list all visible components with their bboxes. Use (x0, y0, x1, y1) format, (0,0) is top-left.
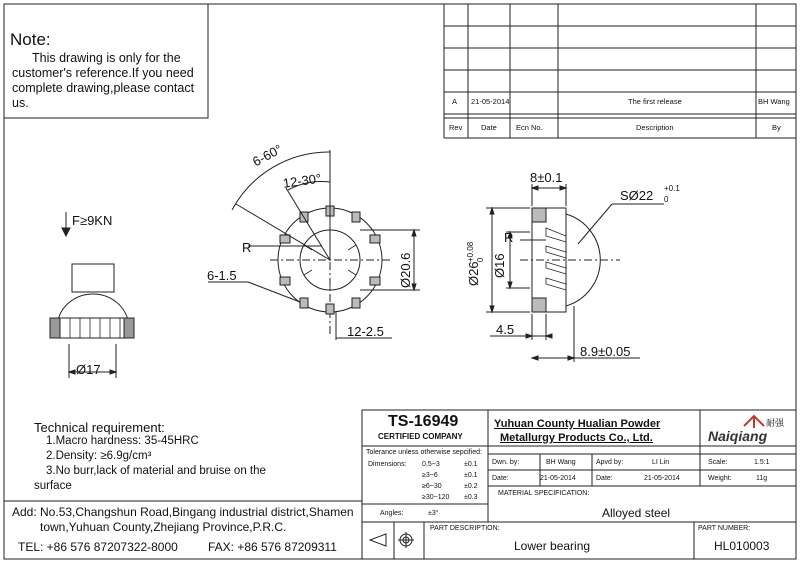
cert-title: TS-16949 (388, 413, 459, 430)
part-no-label: PART NUMBER: (698, 525, 751, 532)
part-desc-label: PART DESCRIPTION: (430, 525, 500, 532)
angles-label: Angles: (380, 510, 404, 517)
dim-d26: Ø26 (466, 261, 481, 286)
scale-label: Scale: (708, 459, 728, 466)
rev-header-description: Description (636, 123, 674, 132)
apvd-by-value: LI Lin (652, 459, 670, 466)
tel: TEL: +86 576 87207322-8000 (18, 540, 178, 554)
tol-range-1: 0.5~3 (422, 461, 440, 468)
side-view (50, 212, 134, 378)
dim-sphere-tol-low: 0 (664, 195, 669, 204)
rev-date-cell: 21-05-2014 (471, 97, 510, 106)
weight-label: Weight: (708, 475, 732, 482)
tolerance-header: Tolerance unless otherwise sepcified: (366, 449, 482, 456)
rev-cell: A (452, 97, 458, 106)
rev-header-ecn: Ecn No. (516, 123, 543, 132)
dim-slots-12: 12-2.5 (347, 324, 384, 339)
tech-req-tail: surface (34, 480, 72, 492)
dim-slots-6: 6-1.5 (207, 268, 237, 283)
tech-req-item-3: 3.No burr,lack of material and bruise on the (46, 465, 266, 477)
tol-range-3: ≥6~30 (422, 483, 442, 490)
fax: FAX: +86 576 87209311 (208, 540, 337, 554)
dimensions-label: Dimensions: (368, 461, 407, 468)
tech-req-item-1: 1.Macro hardness: 35-45HRC (46, 435, 199, 447)
dim-d17: Ø17 (76, 362, 101, 377)
rev-header-by: By (772, 123, 781, 132)
revision-table-grid (444, 4, 796, 138)
date2-label: Date: (596, 475, 613, 482)
dim-d16: Ø16 (492, 253, 507, 278)
dim-d20-6: Ø20.6 (398, 252, 413, 288)
logo-mark (744, 416, 764, 428)
material-value: Alloyed steel (602, 506, 671, 520)
rev-by-cell: BH Wang (758, 97, 790, 106)
tech-req-title: Technical requirement: (34, 420, 165, 435)
tol-value-2: ±0.1 (464, 472, 478, 479)
dim-r-section: R (504, 230, 514, 245)
weight-value: 11g (756, 475, 768, 482)
dwn-by-value: BH Wang (546, 459, 576, 466)
company-line-1: Yuhuan County Hualian Powder (494, 418, 661, 430)
material-label: MATERIAL SPECIFICATION: (498, 490, 590, 497)
apvd-by-label: Apvd by: (596, 459, 624, 466)
note-title: Note: (10, 30, 51, 49)
address-line-1: Add: No.53,Changshun Road,Bingang industrial district,Shamen (12, 505, 354, 519)
date-value: 21-05-2014 (540, 475, 576, 482)
address-line-2: town,Yuhuan County,Zhejiang Province,P.R.C. (40, 520, 287, 534)
dim-width-8: 8±0.1 (530, 170, 563, 185)
note-body: This drawing is only for the customer's reference.If you need complete drawing,please contact us. (12, 51, 195, 110)
angles-value: ±3° (428, 510, 439, 517)
tol-value-1: ±0.1 (464, 461, 478, 468)
dim-d26-tol-low: 0 (476, 257, 485, 262)
tol-value-3: ±0.2 (464, 483, 478, 490)
dim-4-5: 4.5 (496, 322, 515, 337)
rev-header-rev: Rev (449, 123, 463, 132)
rev-header-date: Date (481, 123, 497, 132)
projection-symbol (370, 532, 414, 548)
dim-8-9: 8.9±0.05 (580, 344, 631, 359)
dim-angle-30: 12-30° (282, 170, 323, 191)
dim-angle-60: 6-60° (250, 141, 285, 170)
dwn-by-label: Dwn. by: (492, 459, 520, 466)
dim-d26-tol-up: +0.08 (466, 241, 475, 262)
dim-sphere: SØ22 (620, 188, 654, 203)
scale-value: 1.5:1 (754, 459, 770, 466)
date2-value: 21-05-2014 (644, 475, 680, 482)
tech-req-item-2: 2.Density: ≥6.9g/cm³ (46, 450, 152, 462)
tol-range-2: ≥3~6 (422, 472, 438, 479)
dim-r-front: R (242, 240, 252, 255)
tol-range-4: ≥30~120 (422, 494, 450, 501)
cert-sub: CERTIFIED COMPANY (378, 432, 463, 441)
force-label: F≥9KN (72, 213, 113, 228)
dim-sphere-tol-up: +0.1 (664, 184, 680, 193)
part-desc-value: Lower bearing (514, 539, 591, 553)
date-label: Date: (492, 475, 509, 482)
part-no-value: HL010003 (714, 539, 770, 553)
company-line-2: Metallurgy Products Co., Ltd. (500, 432, 653, 444)
tol-value-4: ±0.3 (464, 494, 478, 501)
logo-text: Naiqiang (708, 428, 768, 444)
rev-description-cell: The first release (628, 97, 682, 106)
logo-cn: 耐强 (766, 418, 785, 428)
